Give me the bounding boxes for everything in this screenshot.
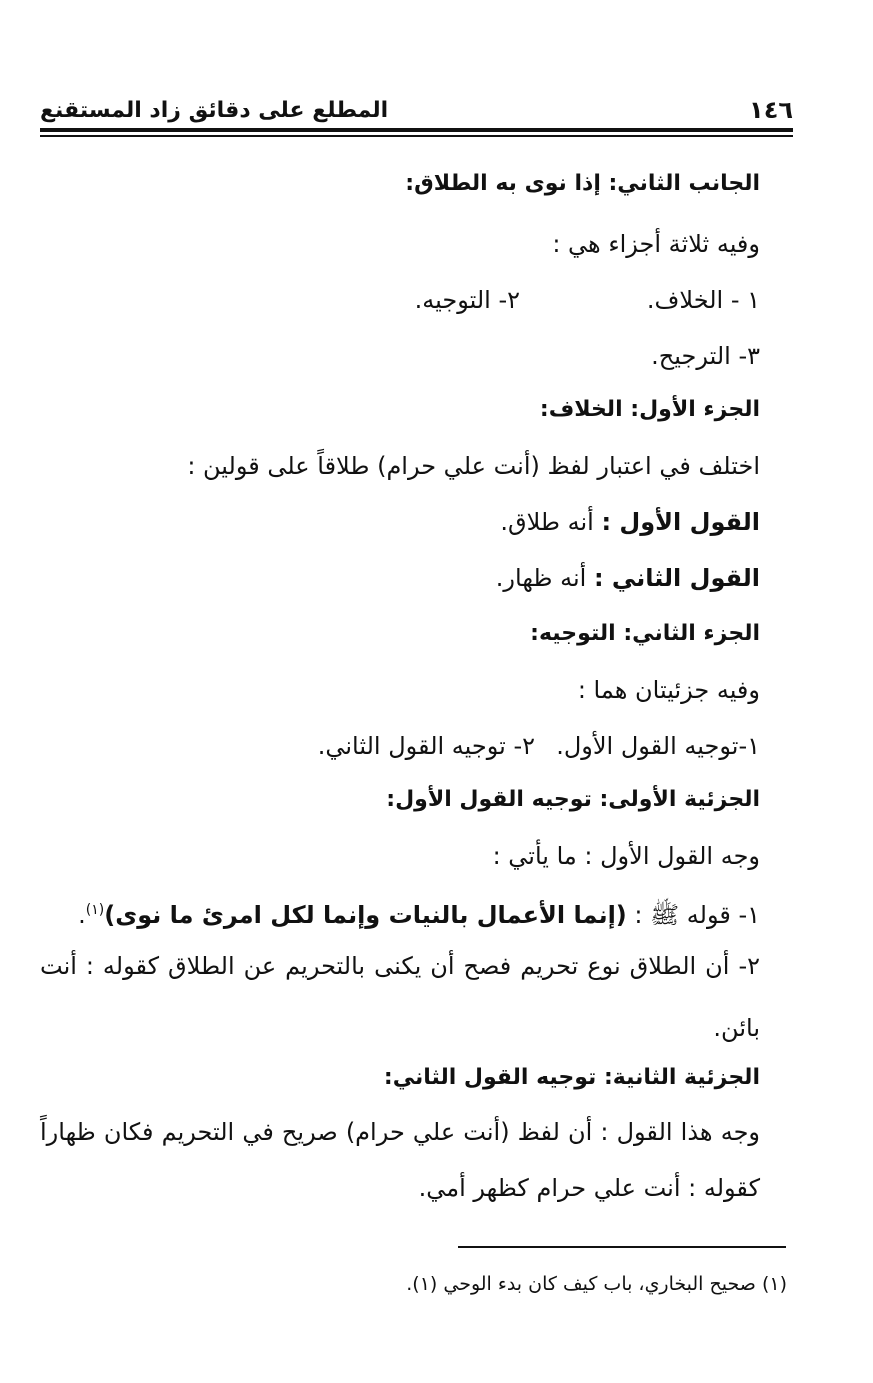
footnote: (١) صحيح البخاري، باب كيف كان بدء الوحي (١). (406, 1273, 787, 1295)
opinion-text: أنه طلاق. (500, 508, 594, 536)
opinion-line (40, 562, 760, 594)
opinion-label: القول الثاني : (593, 564, 760, 592)
section-heading: الجزء الأول: الخلاف: (539, 397, 760, 422)
paragraph: اختلف في اعتبار لفظ (أنت علي حرام) طلاقاً على قولين : (187, 452, 760, 480)
footnote-rule (458, 1246, 786, 1248)
hadith-text: (إنما الأعمال بالنيات وإنما لكل امرئ ما نوى) (104, 901, 627, 929)
paragraph: وجه هذا القول : أن لفظ (أنت علي حرام) صريح في التحريم فكان ظهاراً (40, 1118, 760, 1146)
paragraph: وجه القول الأول : ما يأتي : (492, 842, 760, 870)
list-item: ١-توجيه القول الأول. (556, 732, 760, 760)
list-item: ٢- توجيه القول الثاني. (317, 732, 535, 760)
list-item: ١ - الخلاف. (646, 286, 760, 314)
item-prefix: ١- قوله ﷺ : (634, 901, 760, 929)
list-item: ٢- التوجيه. (414, 286, 520, 314)
header-rule-thin (40, 135, 793, 137)
list-row (40, 730, 760, 762)
running-title: المطلع على دقائق زاد المستقنع (40, 97, 389, 123)
list-row (40, 284, 760, 316)
section-heading: الجزئية الثانية: توجيه القول الثاني: (383, 1065, 760, 1090)
section-heading: الجزء الثاني: التوجيه: (530, 621, 760, 646)
list-item: ٣- الترجيح. (651, 342, 760, 370)
opinion-text: أنه ظهار. (495, 564, 587, 592)
page-header (40, 92, 793, 128)
item-end: . (78, 901, 86, 929)
footnote-marker: (١) (85, 902, 105, 918)
paragraph: وفيه ثلاثة أجزاء هي : (552, 230, 760, 258)
page-number: ١٤٦ (749, 96, 793, 124)
list-item-continuation: بائن. (713, 1014, 760, 1042)
paragraph-continuation: كقوله : أنت علي حرام كظهر أمي. (418, 1174, 760, 1202)
opinion-label: القول الأول : (601, 508, 760, 536)
header-rule-thick (40, 128, 793, 132)
list-item: ٢- أن الطلاق نوع تحريم فصح أن يكنى بالتحريم عن الطلاق كقوله : أنت (40, 952, 760, 980)
section-heading: الجزئية الأولى: توجيه القول الأول: (386, 787, 760, 812)
section-heading: الجانب الثاني: إذا نوى به الطلاق: (405, 171, 760, 196)
list-item (40, 894, 760, 931)
opinion-line (40, 506, 760, 538)
paragraph: وفيه جزئيتان هما : (577, 676, 760, 704)
